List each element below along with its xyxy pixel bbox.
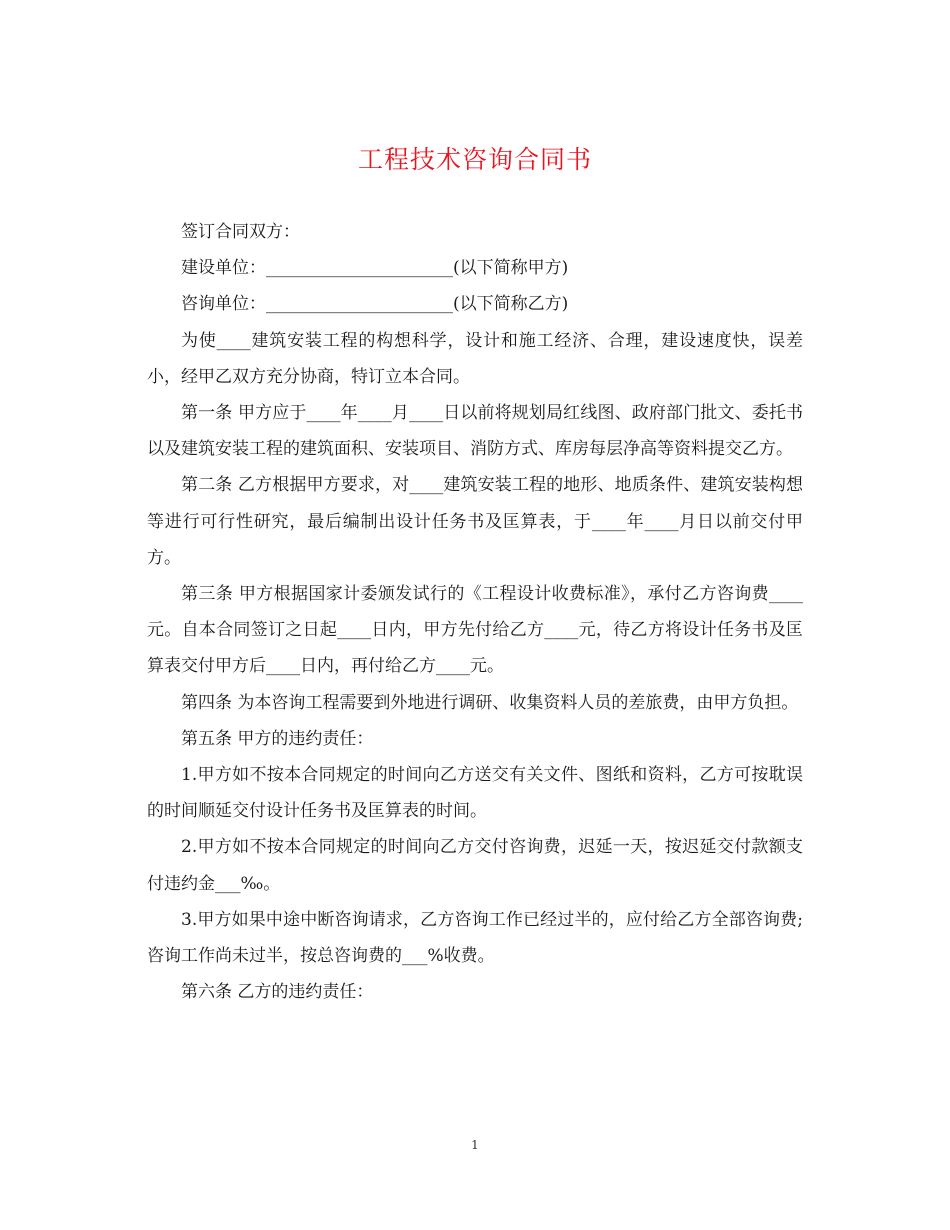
document-body (147, 214, 803, 1010)
paragraph-article-5-item-3: 3.甲方如果中途中断咨询请求，乙方咨询工作已经过半的，应付给乙方全部咨询费;咨询工作尚未过半，按总咨询费的___%收费。 (147, 909, 803, 967)
paragraph-article-5-item-2: 2.甲方如不按本合同规定的时间向乙方交付咨询费，迟延一天，按迟延交付款额支付违约金___‰。 (147, 837, 803, 894)
paragraph-article-6: 第六条 乙方的违约责任： (181, 982, 374, 1003)
paragraph-article-3: 第三条 甲方根据国家计委颁发试行的《工程设计收费标准》，承付乙方咨询费____元。自本合同签订之日起____日内，甲方先付给乙方____元，待乙方将设计任务书及匡算表交付甲方后____日内，再付给乙方____元。 (147, 584, 803, 677)
paragraph-parties: 签订合同双方： (181, 222, 300, 242)
paragraph-preamble: 为使____建筑安装工程的构想科学，设计和施工经济、合理，建设速度快，误差小，经甲乙双方充分协商，特订立本合同。 (147, 330, 803, 387)
paragraph-article-1: 第一条 甲方应于____年____月____日以前将规划局红线图、政府部门批文、委托书以及建筑安装工程的建筑面积、安装项目、消防方式、库房每层净高等资料提交乙方。 (147, 403, 803, 460)
paragraph-construction-unit: 建设单位：______________________(以下简称甲方) (181, 258, 569, 279)
paragraph-article-4: 第四条 为本咨询工程需要到外地进行调研、收集资料人员的差旅费，由甲方负担。 (181, 692, 799, 713)
paragraph-consulting-unit: 咨询单位：______________________(以下简称乙方) (181, 294, 569, 315)
paragraph-article-2: 第二条 乙方根据甲方要求，对____建筑安装工程的地形、地质条件、建筑安装构想等进行可行性研究，最后编制出设计任务书及匡算表，于____年____月日以前交付甲方。 (147, 475, 803, 568)
document-title: 工程技术咨询合同书 (357, 145, 592, 174)
paragraph-article-5: 第五条 甲方的违约责任： (181, 728, 374, 749)
paragraph-article-5-item-1: 1.甲方如不按本合同规定的时间向乙方送交有关文件、图纸和资料，乙方可按耽误的时间顺延交付设计任务书及匡算表的时间。 (147, 765, 803, 822)
page-number: 1 (471, 1138, 479, 1152)
